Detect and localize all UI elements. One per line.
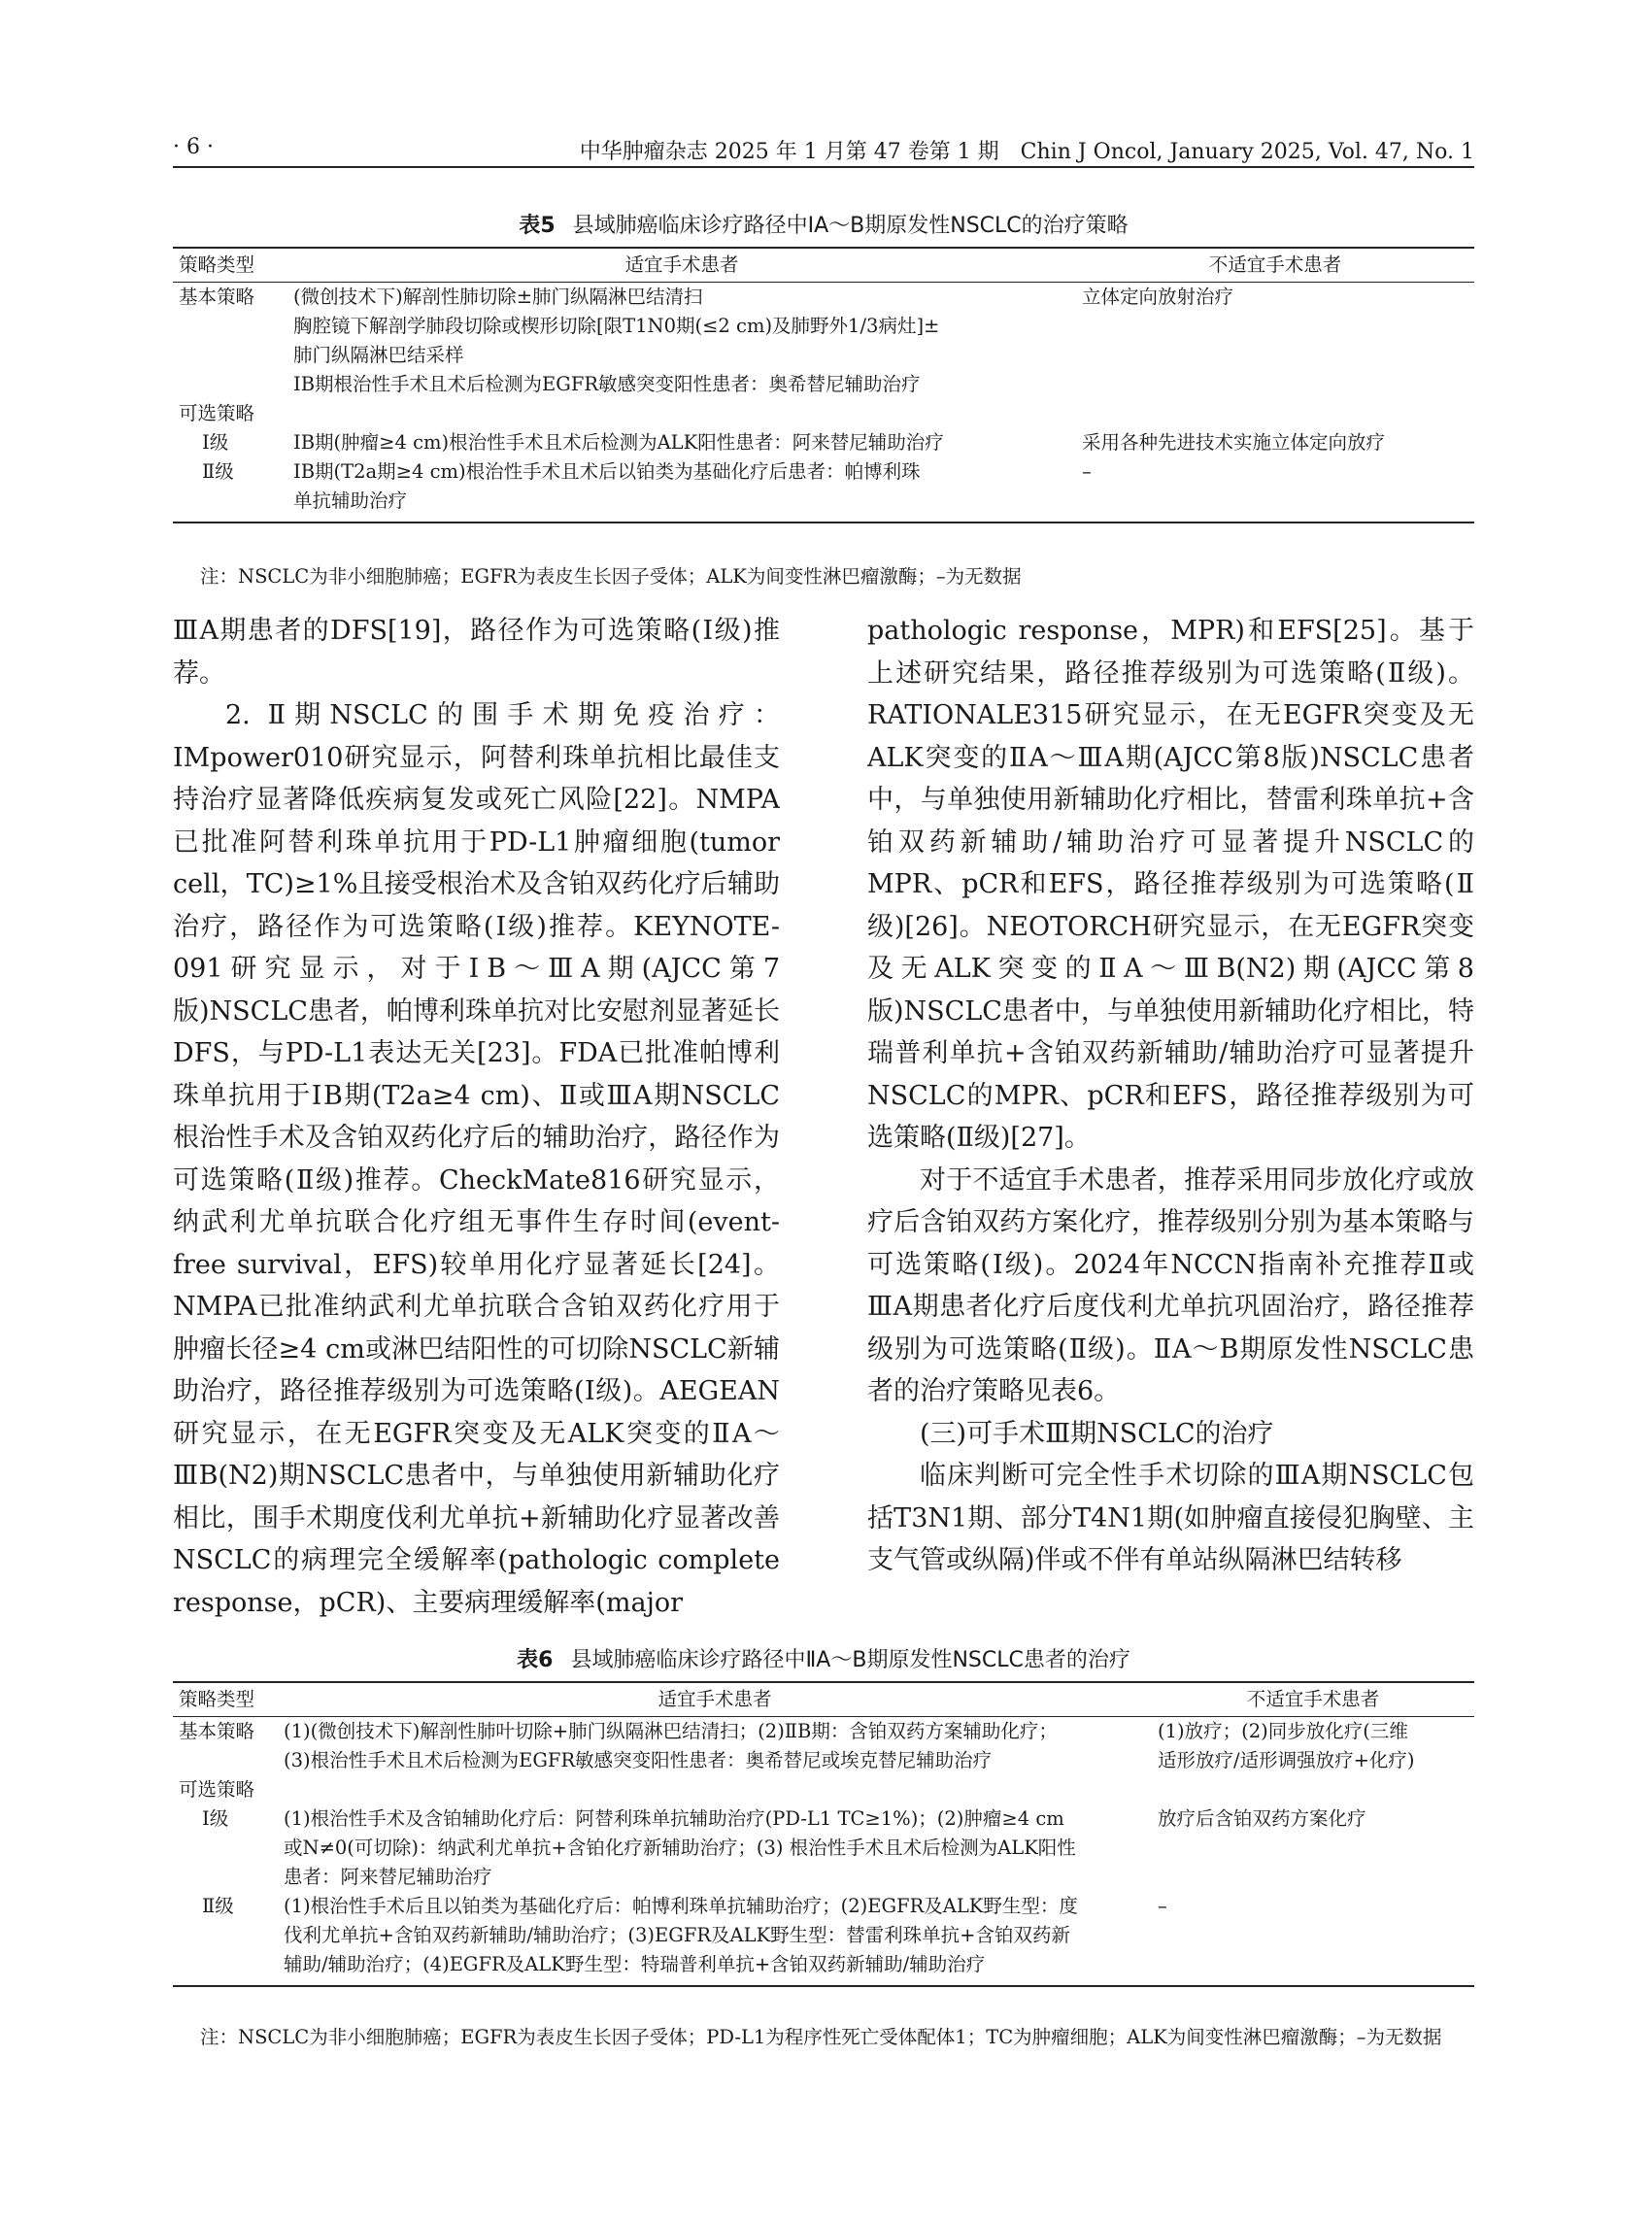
table6-label: 表6 <box>517 1648 554 1672</box>
section-heading: (三)可手术Ⅲ期NSCLC的治疗 <box>920 1418 1274 1449</box>
cell-line: ⅠB期(T2a期≥4 cm)根治性手术且术后以铂类为基础化疗后患者：帕博利珠 <box>293 460 921 483</box>
body-column-left <box>173 610 780 1620</box>
cell-line: 患者：阿来替尼辅助治疗 <box>284 1866 492 1888</box>
cell-line: 肺门纵隔淋巴结采样 <box>293 344 464 366</box>
table-row <box>173 1775 1474 1804</box>
page-number: · 6 · <box>173 135 214 159</box>
cell-line: (3)根治性手术且术后检测为EGFR敏感突变阳性患者：奥希替尼或埃克替尼辅助治疗 <box>284 1749 993 1771</box>
cell-line: 或N≠0(可切除)：纳武利尤单抗+含铂化疗新辅助治疗；(3) 根治性手术且术后检测为ALK阳性 <box>284 1837 1076 1859</box>
row-nonsurgical <box>1152 1804 1474 1892</box>
cell-line: 胸腔镜下解剖学肺段切除或楔形切除[限T1N0期(≤2 cm)及肺野外1/3病灶]± <box>293 315 940 337</box>
cell-line: 单抗辅助治疗 <box>293 489 408 512</box>
cell-line: – <box>1158 1895 1167 1917</box>
table-row <box>173 1717 1474 1776</box>
table5-title: 县域肺癌临床诊疗路径中ⅠA～B期原发性NSCLC的治疗策略 <box>572 214 1129 238</box>
cell-line: (1)根治性手术后且以铂类为基础化疗后：帕博利珠单抗辅助治疗；(2)EGFR及ALK野生型：度 <box>284 1895 1078 1917</box>
table-row <box>173 428 1474 457</box>
table-row <box>173 457 1474 523</box>
cell-line: (1)放疗；(2)同步放化疗(三维 <box>1158 1720 1408 1742</box>
table6-col-type: 策略类型 <box>173 1682 278 1717</box>
journal-citation: 中华肿瘤杂志 2025 年 1 月第 47 卷第 1 期 Chin J Oncol, January 2025, Vol. 47, No. 1 <box>579 140 1474 164</box>
table5 <box>173 247 1474 523</box>
table5-col-nonsurgical: 不适宜手术患者 <box>1076 248 1474 283</box>
table6 <box>173 1681 1474 1987</box>
table-row <box>173 283 1474 400</box>
row-type: Ⅰ级 <box>202 431 229 454</box>
table5-header-row <box>173 248 1474 283</box>
table6-title: 县域肺癌临床诊疗路径中ⅡA～B期原发性NSCLC患者的治疗 <box>570 1648 1130 1672</box>
row-nonsurgical: 立体定向放射治疗 <box>1082 286 1234 308</box>
cell-line: (1)根治性手术及含铂辅助化疗后：阿替利珠单抗辅助治疗(PD-L1 TC≥1%)；(2)肿瘤≥4 cm <box>284 1807 1064 1830</box>
row-surgical <box>278 1804 1152 1892</box>
table5-caption <box>173 209 1474 239</box>
row-type: Ⅱ级 <box>173 457 287 523</box>
table5-col-surgical: 适宜手术患者 <box>287 248 1076 283</box>
cell-line: 伐利尤单抗+含铂双药新辅助/辅助治疗；(3)EGFR及ALK野生型：替雷利珠单抗+含铂双药新 <box>284 1924 1070 1946</box>
row-surgical <box>278 1892 1152 1986</box>
cell-line: ⅠB期(肿瘤≥4 cm)根治性手术且术后检测为ALK阳性患者：阿来替尼辅助治疗 <box>293 431 944 454</box>
table6-header-row <box>173 1682 1474 1717</box>
row-type: 可选策略 <box>179 1778 255 1801</box>
row-type: Ⅰ级 <box>202 1807 229 1830</box>
table5-label: 表5 <box>519 214 556 238</box>
cell-line: 辅助/辅助治疗；(4)EGFR及ALK野生型：特瑞普利单抗+含铂双药新辅助/辅助治疗 <box>284 1953 986 1975</box>
paragraph: pathologic response，MPR)和EFS[25]。基于上述研究结果，路径推荐级别为可选策略(Ⅱ级)。RATIONALE315研究显示，在无EGFR突变及无ALK突变的ⅡA～ⅢA期(AJCC第8版)NSCLC患者中，与单独使用新辅助化疗相比，替雷利珠单抗+含铂双药新辅助/辅助治疗可显著提升NSCLC的MPR、pCR和EFS，路径推荐级别为可选策略(Ⅱ级)[26]。NEOTORCH研究显示，在无EGFR突变及无ALK突变的ⅡA～ⅢB(N2)期(AJCC第8版)NSCLC患者中，与单独使用新辅助化疗相比，特瑞普利单抗+含铂双药新辅助/辅助治疗可显著提升NSCLC的MPR、pCR和EFS，路径推荐级别为可选策略(Ⅱ级)[27]。 <box>867 616 1474 1153</box>
paragraph: 对于不适宜手术患者，推荐采用同步放化疗或放疗后含铂双药方案化疗，推荐级别分别为基本策略与可选策略(Ⅰ级)。2024年NCCN指南补充推荐Ⅱ或ⅢA期患者化疗后度伐利尤单抗巩固治疗，路径推荐级别为可选策略(Ⅱ级)。ⅡA～B期原发性NSCLC患者的治疗策略见表6。 <box>867 1164 1474 1406</box>
table-row <box>173 1892 1474 1986</box>
table-row <box>173 399 1474 428</box>
row-nonsurgical <box>1152 1717 1474 1776</box>
table5-col-type: 策略类型 <box>173 248 287 283</box>
row-nonsurgical: – <box>1076 457 1474 523</box>
paragraph: 临床判断可完全性手术切除的ⅢA期NSCLC包括T3N1期、部分T4N1期(如肿瘤直接侵犯胸壁、主支气管或纵隔)伴或不伴有单站纵隔淋巴结转移 <box>867 1461 1474 1575</box>
row-surgical <box>287 428 1076 457</box>
row-nonsurgical <box>1152 1892 1474 1986</box>
table-row <box>173 1804 1474 1892</box>
row-type: 基本策略 <box>179 286 255 308</box>
row-type: Ⅱ级 <box>173 1892 278 1986</box>
row-surgical <box>278 1717 1152 1776</box>
paragraph: 2. Ⅱ期NSCLC的围手术期免疫治疗：IMpower010研究显示，阿替利珠单抗相比最佳支持治疗显著降低疾病复发或死亡风险[22]。NMPA已批准阿替利珠单抗用于PD-L1肿瘤细胞(tumor cell，TC)≥1%且接受根治术及含铂双药化疗后辅助治疗，路径作为可选策略(Ⅰ级)推荐。KEYNOTE-091研究显示，对于ⅠB～ⅢA期(AJCC第7版)NSCLC患者，帕博利珠单抗对比安慰剂显著延长DFS，与PD-L1表达无关[23]。FDA已批准帕博利珠单抗用于ⅠB期(T2a≥4 cm)、Ⅱ或ⅢA期NSCLC根治性手术及含铂双药化疗后的辅助治疗，路径作为可选策略(Ⅱ级)推荐。CheckMate816研究显示，纳武利尤单抗联合化疗组无事件生存时间(event-free survival，EFS)较单用化疗显著延长[24]。NMPA已批准纳武利尤单抗联合含铂双药化疗用于肿瘤长径≥4 cm或淋巴结阳性的可切除NSCLC新辅助治疗，路径推荐级别为可选策略(Ⅰ级)。AEGEAN研究显示，在无EGFR突变及无ALK突变的ⅡA～ⅢB(N2)期NSCLC患者中，与单独使用新辅助化疗相比，围手术期度伐利尤单抗+新辅助化疗显著改善NSCLC的病理完全缓解率(pathologic complete response，pCR)、主要病理缓解率(major <box>173 700 780 1618</box>
cell-line: (微创技术下)解剖性肺切除±肺门纵隔淋巴结清扫 <box>293 286 703 308</box>
running-header <box>173 131 1474 168</box>
row-nonsurgical: 采用各种先进技术实施立体定向放疗 <box>1082 431 1386 454</box>
row-surgical <box>287 283 1076 400</box>
table6-col-surgical: 适宜手术患者 <box>278 1682 1152 1717</box>
row-surgical <box>287 457 1076 523</box>
cell-line: 适形放疗/适形调强放疗+化疗) <box>1158 1749 1415 1771</box>
cell-line: 放疗后含铂双药方案化疗 <box>1158 1807 1366 1830</box>
body-column-right <box>867 610 1474 1620</box>
table6-note: 注：NSCLC为非小细胞肺癌；EGFR为表皮生长因子受体；PD-L1为程序性死亡受体配体1；TC为肿瘤细胞；ALK为间变性淋巴瘤激酶；–为无数据 <box>200 2026 1442 2048</box>
table6-caption <box>173 1643 1474 1673</box>
row-type: 可选策略 <box>179 402 255 424</box>
cell-line: (1)(微创技术下)解剖性肺叶切除+肺门纵隔淋巴结清扫；(2)ⅡB期：含铂双药方案辅助化疗； <box>284 1720 1058 1742</box>
row-type: 基本策略 <box>179 1720 255 1742</box>
table6-col-nonsurgical: 不适宜手术患者 <box>1152 1682 1474 1717</box>
cell-line: ⅠB期根治性手术且术后检测为EGFR敏感突变阳性患者：奥希替尼辅助治疗 <box>293 373 921 395</box>
paragraph: ⅢA期患者的DFS[19]，路径作为可选策略(Ⅰ级)推荐。 <box>173 616 780 689</box>
table5-note: 注：NSCLC为非小细胞肺癌；EGFR为表皮生长因子受体；ALK为间变性淋巴瘤激酶；–为无数据 <box>200 565 1022 588</box>
